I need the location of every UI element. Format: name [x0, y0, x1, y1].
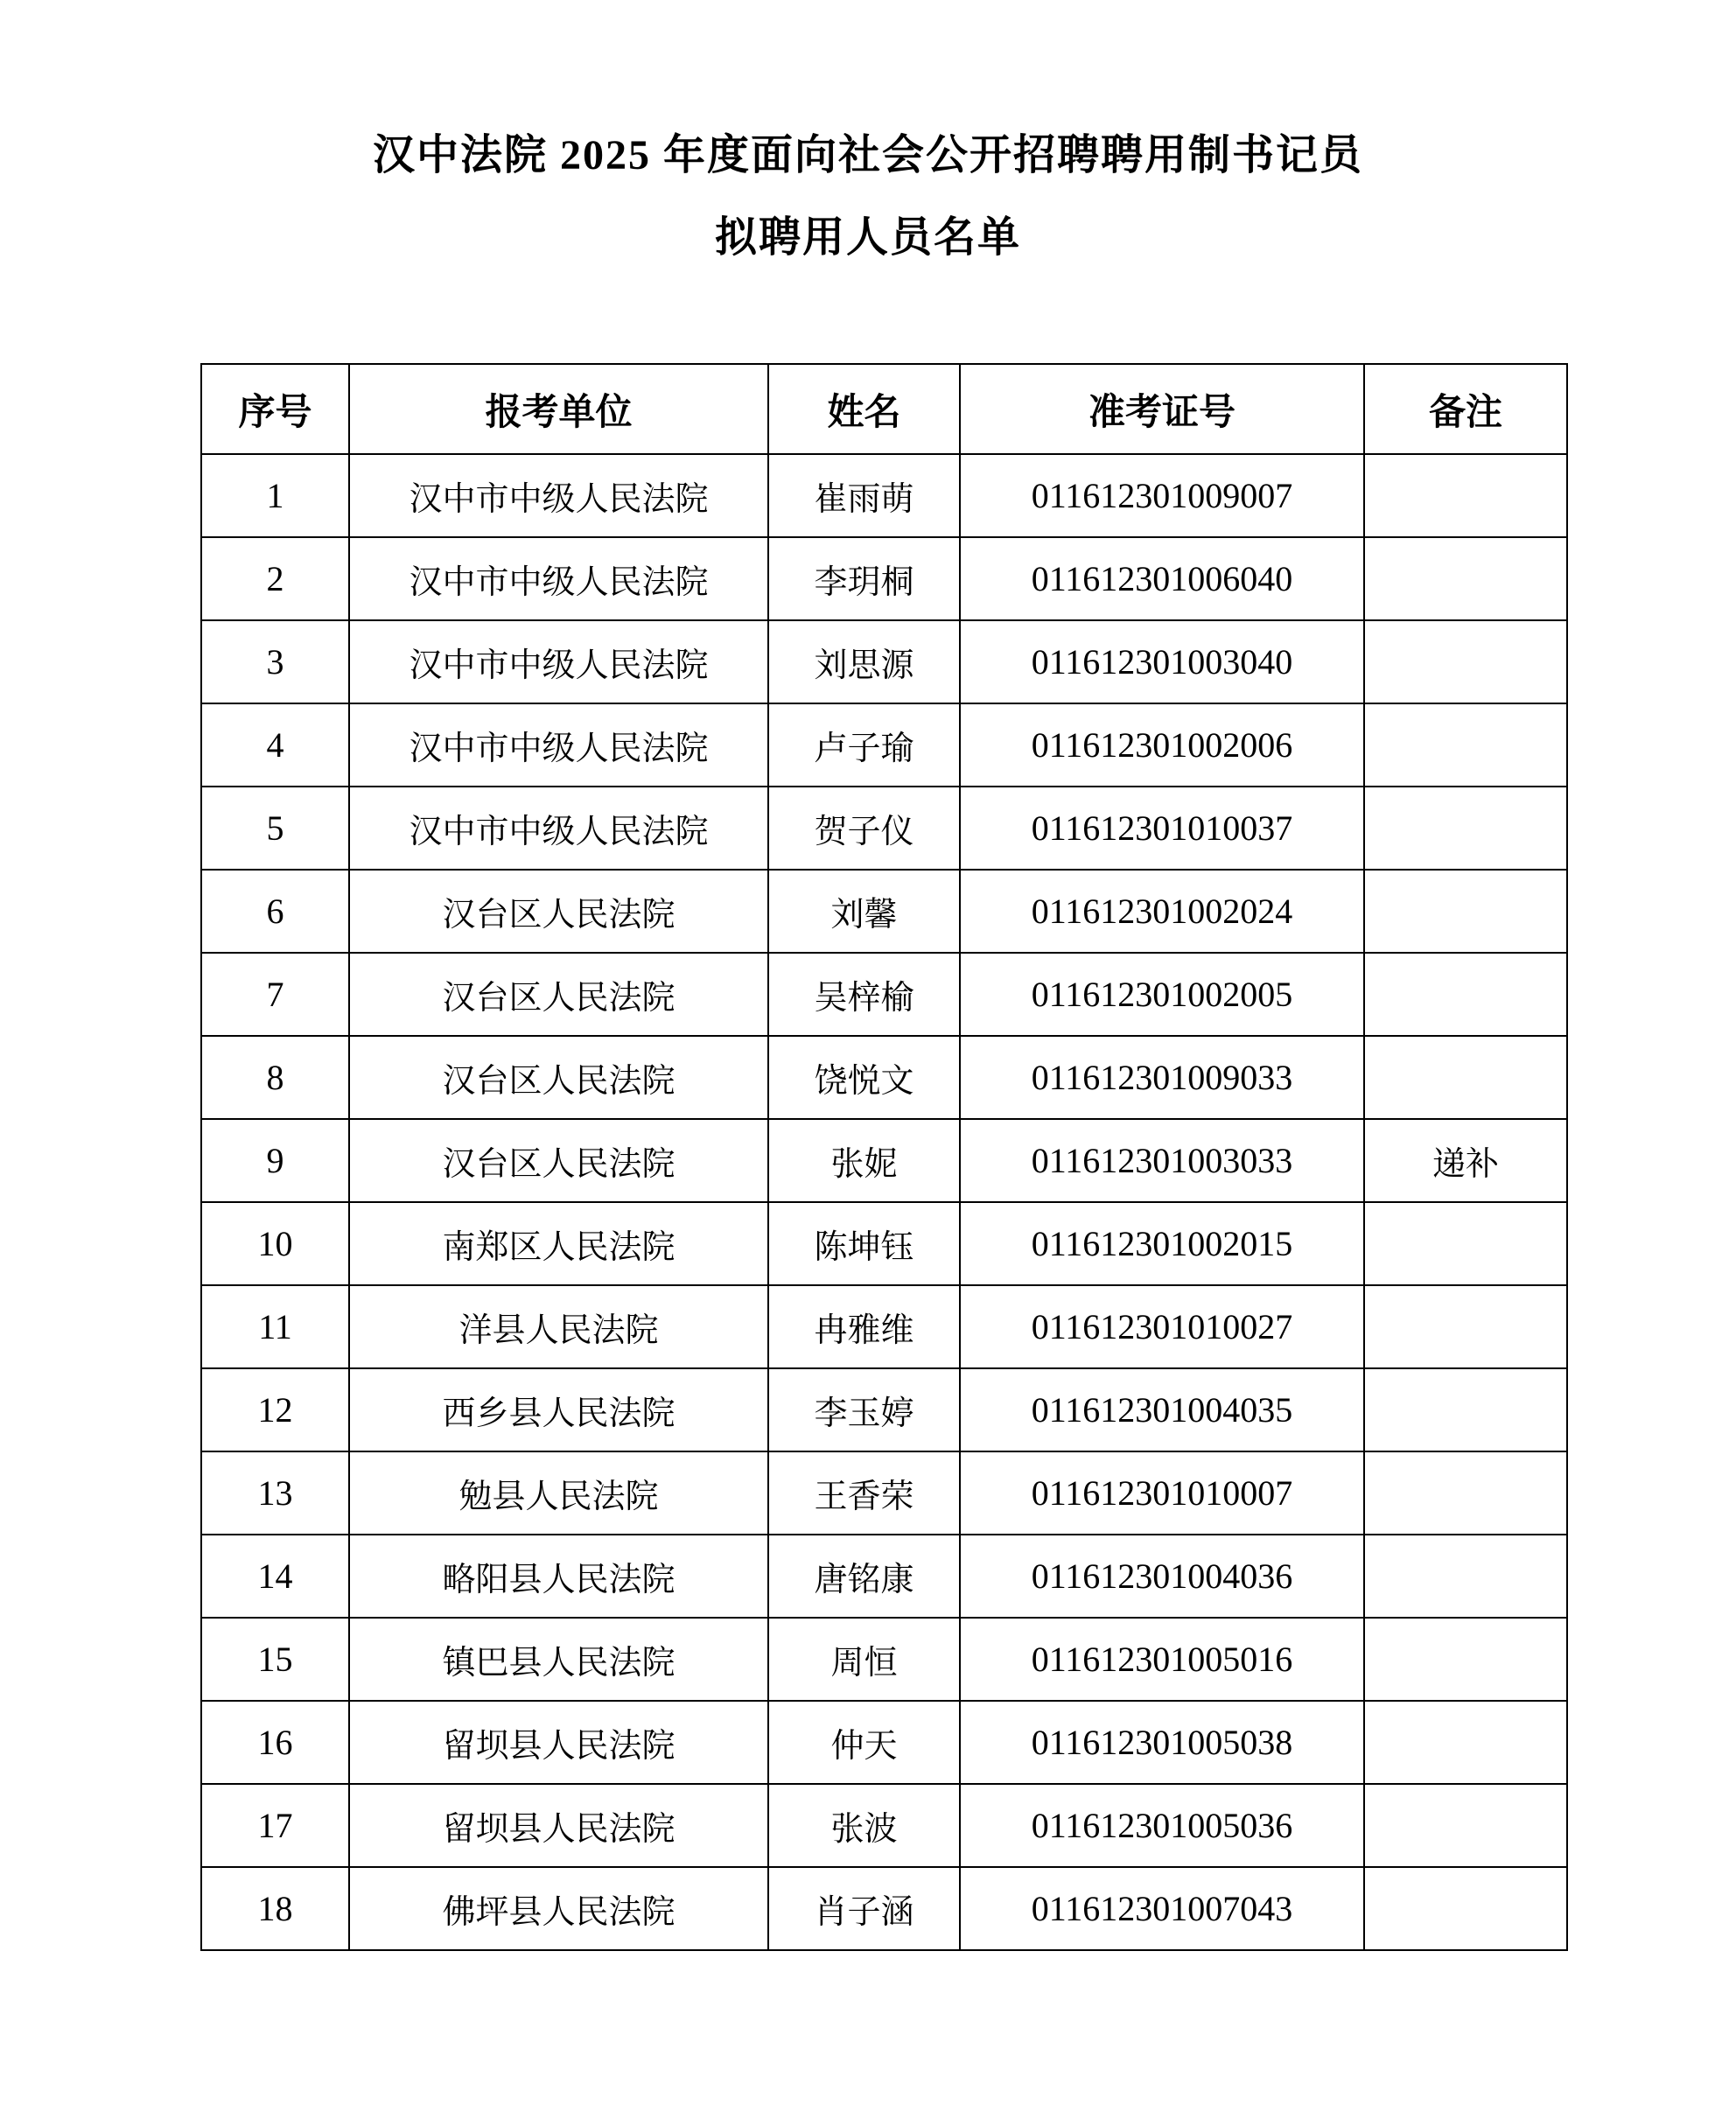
cell-serial-number: 6 — [201, 870, 349, 953]
cell-ticket-number: 011612301004036 — [960, 1535, 1364, 1618]
document-title-line1: 汉中法院 2025 年度面向社会公开招聘聘用制书记员 — [372, 132, 1363, 178]
cell-ticket-number: 011612301003040 — [960, 620, 1364, 703]
cell-serial-number: 10 — [201, 1202, 349, 1285]
cell-serial-number: 13 — [201, 1451, 349, 1535]
cell-remark — [1364, 870, 1567, 953]
cell-serial-number: 15 — [201, 1618, 349, 1701]
cell-serial-number: 4 — [201, 703, 349, 787]
cell-serial-number: 14 — [201, 1535, 349, 1618]
cell-applied-unit: 汉中市中级人民法院 — [349, 620, 768, 703]
cell-serial-number: 18 — [201, 1867, 349, 1950]
cell-name: 崔雨萌 — [768, 454, 960, 537]
table-row — [201, 1701, 1567, 1784]
table-row — [201, 1867, 1567, 1950]
cell-ticket-number: 011612301009007 — [960, 454, 1364, 537]
cell-name: 张波 — [768, 1784, 960, 1867]
hired-personnel-table — [200, 363, 1568, 1951]
cell-serial-number: 1 — [201, 454, 349, 537]
table-row — [201, 1036, 1567, 1119]
header-applied-unit: 报考单位 — [349, 364, 768, 454]
cell-serial-number: 17 — [201, 1784, 349, 1867]
cell-applied-unit: 汉台区人民法院 — [349, 953, 768, 1036]
cell-applied-unit: 略阳县人民法院 — [349, 1535, 768, 1618]
cell-ticket-number: 011612301003033 — [960, 1119, 1364, 1202]
table-row — [201, 1451, 1567, 1535]
cell-applied-unit: 西乡县人民法院 — [349, 1368, 768, 1451]
header-ticket-number: 准考证号 — [960, 364, 1364, 454]
cell-name: 饶悦文 — [768, 1036, 960, 1119]
cell-remark — [1364, 1451, 1567, 1535]
cell-name: 卢子瑜 — [768, 703, 960, 787]
cell-name: 贺子仪 — [768, 787, 960, 870]
cell-serial-number: 7 — [201, 953, 349, 1036]
cell-remark — [1364, 620, 1567, 703]
cell-name: 冉雅维 — [768, 1285, 960, 1368]
table-row — [201, 953, 1567, 1036]
cell-applied-unit: 汉中市中级人民法院 — [349, 537, 768, 620]
cell-remark: 递补 — [1364, 1119, 1567, 1202]
cell-name: 王香荣 — [768, 1451, 960, 1535]
header-remark: 备注 — [1364, 364, 1567, 454]
cell-ticket-number: 011612301002006 — [960, 703, 1364, 787]
cell-name: 刘馨 — [768, 870, 960, 953]
cell-ticket-number: 011612301005016 — [960, 1618, 1364, 1701]
table-row — [201, 787, 1567, 870]
cell-remark — [1364, 1701, 1567, 1784]
cell-applied-unit: 勉县人民法院 — [349, 1451, 768, 1535]
cell-ticket-number: 011612301010037 — [960, 787, 1364, 870]
cell-remark — [1364, 1784, 1567, 1867]
header-name: 姓名 — [768, 364, 960, 454]
cell-remark — [1364, 1867, 1567, 1950]
cell-serial-number: 8 — [201, 1036, 349, 1119]
table-row — [201, 870, 1567, 953]
cell-applied-unit: 汉台区人民法院 — [349, 1036, 768, 1119]
cell-remark — [1364, 1036, 1567, 1119]
cell-remark — [1364, 953, 1567, 1036]
cell-name: 李玉婷 — [768, 1368, 960, 1451]
cell-name: 仲天 — [768, 1701, 960, 1784]
cell-ticket-number: 011612301010007 — [960, 1451, 1364, 1535]
cell-serial-number: 9 — [201, 1119, 349, 1202]
cell-name: 唐铭康 — [768, 1535, 960, 1618]
table-body — [201, 454, 1567, 1950]
cell-ticket-number: 011612301002005 — [960, 953, 1364, 1036]
cell-remark — [1364, 703, 1567, 787]
cell-applied-unit: 汉中市中级人民法院 — [349, 787, 768, 870]
cell-remark — [1364, 787, 1567, 870]
cell-ticket-number: 011612301010027 — [960, 1285, 1364, 1368]
cell-name: 刘思源 — [768, 620, 960, 703]
cell-ticket-number: 011612301005036 — [960, 1784, 1364, 1867]
cell-remark — [1364, 1368, 1567, 1451]
cell-remark — [1364, 537, 1567, 620]
cell-ticket-number: 011612301009033 — [960, 1036, 1364, 1119]
cell-applied-unit: 佛坪县人民法院 — [349, 1867, 768, 1950]
cell-name: 吴梓榆 — [768, 953, 960, 1036]
cell-remark — [1364, 1618, 1567, 1701]
cell-applied-unit: 汉中市中级人民法院 — [349, 703, 768, 787]
cell-ticket-number: 011612301005038 — [960, 1701, 1364, 1784]
table-row — [201, 620, 1567, 703]
cell-ticket-number: 011612301006040 — [960, 537, 1364, 620]
cell-remark — [1364, 1202, 1567, 1285]
table-row — [201, 1535, 1567, 1618]
table-row — [201, 1368, 1567, 1451]
cell-applied-unit: 汉中市中级人民法院 — [349, 454, 768, 537]
table-header-row — [201, 364, 1567, 454]
cell-applied-unit: 留坝县人民法院 — [349, 1784, 768, 1867]
cell-name: 李玥桐 — [768, 537, 960, 620]
table-row — [201, 454, 1567, 537]
table-row — [201, 1285, 1567, 1368]
cell-remark — [1364, 1285, 1567, 1368]
cell-ticket-number: 011612301002024 — [960, 870, 1364, 953]
header-serial-number: 序号 — [201, 364, 349, 454]
cell-applied-unit: 汉台区人民法院 — [349, 870, 768, 953]
cell-serial-number: 5 — [201, 787, 349, 870]
cell-applied-unit: 南郑区人民法院 — [349, 1202, 768, 1285]
cell-applied-unit: 留坝县人民法院 — [349, 1701, 768, 1784]
cell-serial-number: 16 — [201, 1701, 349, 1784]
document-title-line2: 拟聘用人员名单 — [714, 214, 1021, 261]
table-row — [201, 537, 1567, 620]
table-row — [201, 703, 1567, 787]
table-row — [201, 1119, 1567, 1202]
cell-name: 肖子涵 — [768, 1867, 960, 1950]
cell-applied-unit: 镇巴县人民法院 — [349, 1618, 768, 1701]
cell-serial-number: 3 — [201, 620, 349, 703]
cell-name: 陈坤钰 — [768, 1202, 960, 1285]
cell-name: 周恒 — [768, 1618, 960, 1701]
cell-ticket-number: 011612301002015 — [960, 1202, 1364, 1285]
cell-serial-number: 11 — [201, 1285, 349, 1368]
table-row — [201, 1202, 1567, 1285]
table-row — [201, 1784, 1567, 1867]
cell-serial-number: 12 — [201, 1368, 349, 1451]
cell-remark — [1364, 454, 1567, 537]
cell-remark — [1364, 1535, 1567, 1618]
table-row — [201, 1618, 1567, 1701]
cell-applied-unit: 洋县人民法院 — [349, 1285, 768, 1368]
cell-name: 张妮 — [768, 1119, 960, 1202]
cell-ticket-number: 011612301004035 — [960, 1368, 1364, 1451]
cell-applied-unit: 汉台区人民法院 — [349, 1119, 768, 1202]
cell-ticket-number: 011612301007043 — [960, 1867, 1364, 1950]
cell-serial-number: 2 — [201, 537, 349, 620]
